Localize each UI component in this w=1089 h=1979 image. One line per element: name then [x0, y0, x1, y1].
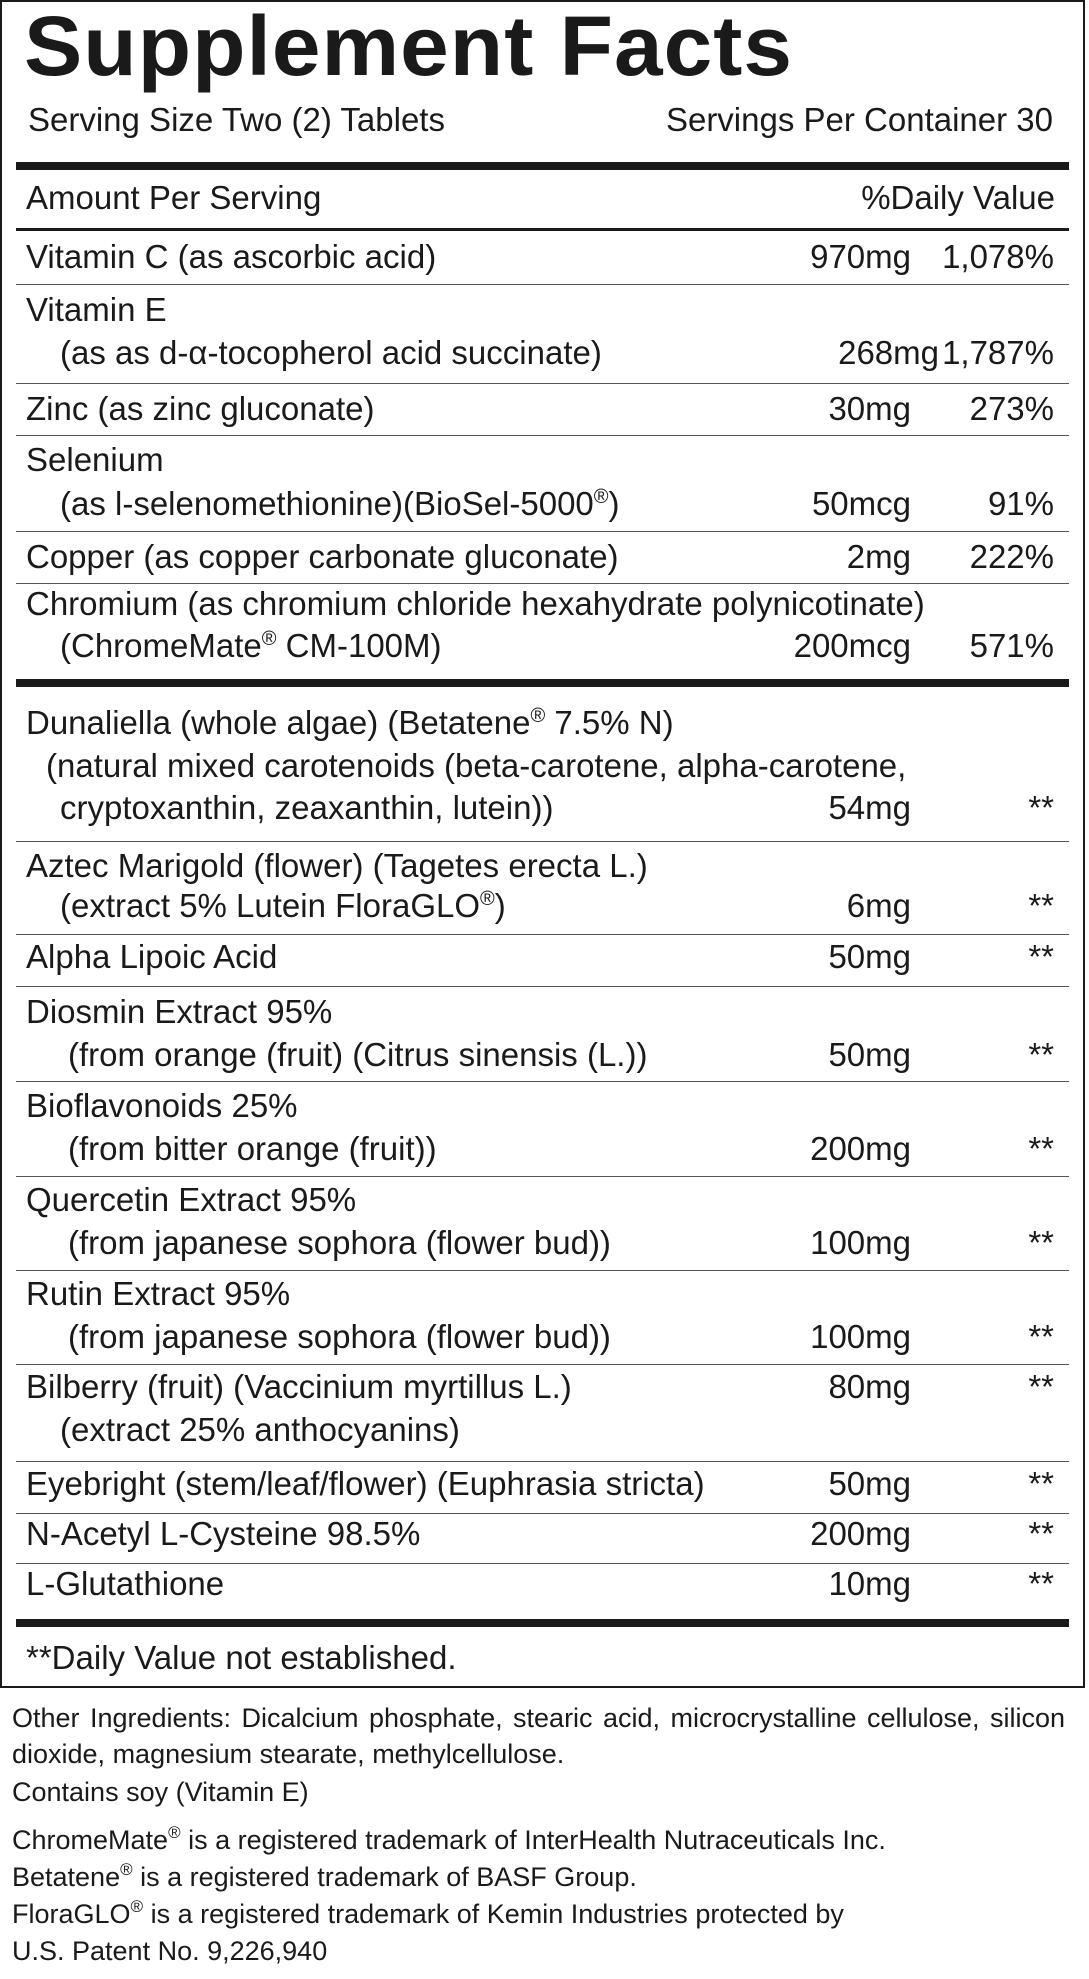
ingredient-row-aztec-marigold	[16, 842, 1069, 935]
nutrient-name: Chromium (as chromium chloride hexahydrate polynicotinate)	[26, 585, 925, 622]
ingredient-row-bilberry	[16, 1365, 1069, 1462]
ingredient-dv: **	[1028, 887, 1054, 924]
ingredient-detail: (from orange (fruit) (Citrus sinensis (L.))	[68, 1036, 648, 1073]
nutrient-amount: 30mg	[828, 390, 911, 427]
ingredient-dv: **	[1028, 1224, 1054, 1261]
ingredient-dv: **	[1028, 1515, 1054, 1552]
nutrient-dv: 91%	[987, 485, 1054, 522]
ingredient-name: Quercetin Extract 95%	[26, 1181, 357, 1218]
nutrient-row-selenium	[16, 436, 1069, 532]
ingredient-dv: **	[1028, 938, 1054, 975]
ingredient-row-alpha-lipoic-acid	[16, 935, 1069, 987]
nutrient-row-zinc	[16, 384, 1069, 436]
trademark-floraglo: FloraGLO® is a registered trademark of Kemin Industries protected by	[12, 1897, 844, 1929]
nutrient-row-vitamin-e	[16, 285, 1069, 384]
ingredient-dv: **	[1028, 1318, 1054, 1355]
ingredient-row-dunaliella	[16, 692, 1069, 842]
nutrient-dv: 1,078%	[942, 238, 1054, 275]
ingredient-detail: (extract 5% Lutein FloraGLO®)	[60, 887, 506, 924]
ingredient-dv: **	[1028, 1130, 1054, 1167]
ingredient-amount: 54mg	[828, 789, 911, 826]
ingredient-amount: 6mg	[846, 887, 911, 924]
nutrient-name: Zinc (as zinc gluconate)	[26, 390, 375, 427]
ingredient-amount: 50mg	[828, 1036, 911, 1073]
servings-per-container: Servings Per Container 30	[665, 101, 1053, 138]
ingredient-name: Eyebright (stem/leaf/flower) (Euphrasia stricta)	[26, 1465, 705, 1502]
amount-per-serving-label: Amount Per Serving	[26, 179, 322, 216]
panel-title: Supplement Facts	[24, 0, 794, 93]
ingredient-name: Alpha Lipoic Acid	[26, 938, 278, 975]
nutrient-amount: 50mcg	[811, 485, 911, 522]
trademark-betatene: Betatene® is a registered trademark of BASF Group.	[12, 1860, 637, 1892]
ingredient-row-eyebright	[16, 1462, 1069, 1514]
nutrient-dv: 571%	[969, 627, 1054, 664]
nutrient-name: Vitamin C (as ascorbic acid)	[26, 238, 437, 275]
ingredient-name: Bilberry (fruit) (Vaccinium myrtillus L.)	[26, 1368, 572, 1405]
ingredient-amount: 10mg	[828, 1565, 911, 1602]
ingredient-detail: cryptoxanthin, zeaxanthin, lutein))	[60, 789, 554, 826]
daily-value-note: **Daily Value not established.	[26, 1639, 457, 1676]
serving-size: Serving Size Two (2) Tablets	[28, 101, 445, 138]
ingredient-name: N-Acetyl L-Cysteine 98.5%	[26, 1515, 421, 1552]
ingredient-amount: 200mg	[810, 1130, 911, 1167]
ingredient-row-n-acetyl-l-cysteine	[16, 1514, 1069, 1564]
ingredient-amount: 200mg	[810, 1515, 911, 1552]
thick-rule-top	[16, 162, 1069, 170]
nutrient-dv: 222%	[969, 538, 1054, 575]
ingredient-amount: 50mg	[828, 1465, 911, 1502]
nutrient-source: (as l-selenomethionine)(BioSel-5000®)	[60, 485, 620, 522]
ingredient-detail: (natural mixed carotenoids (beta-carotene, alpha-carotene,	[46, 747, 907, 784]
ingredient-detail: (extract 25% anthocyanins)	[60, 1411, 460, 1448]
nutrient-amount: 268mg	[838, 334, 939, 371]
ingredient-amount: 50mg	[828, 938, 911, 975]
ingredient-dv: **	[1028, 1565, 1054, 1602]
nutrient-amount: 970mg	[810, 238, 911, 275]
ingredient-amount: 100mg	[810, 1318, 911, 1355]
other-ingredients: Other Ingredients: Dicalcium phosphate, stearic acid, microcrystalline cellulose, silicon dioxide, magnesium stearate, methylcellulose.	[12, 1703, 1065, 1769]
ingredient-dv: **	[1028, 1368, 1054, 1405]
trademark-chromemate: ChromeMate® is a registered trademark of InterHealth Nutraceuticals Inc.	[12, 1823, 886, 1855]
ingredient-dv: **	[1028, 789, 1054, 826]
ingredient-dv: **	[1028, 1036, 1054, 1073]
patent-number: U.S. Patent No. 9,226,940	[12, 1936, 328, 1966]
allergen-statement: Contains soy (Vitamin E)	[12, 1777, 309, 1807]
daily-value-label: %Daily Value	[861, 179, 1055, 216]
ingredient-amount: 100mg	[810, 1224, 911, 1261]
nutrient-source: (as as d-α-tocopherol acid succinate)	[60, 334, 602, 371]
nutrient-dv: 273%	[969, 390, 1054, 427]
nutrient-amount: 200mcg	[793, 627, 911, 664]
ingredient-name: Rutin Extract 95%	[26, 1275, 291, 1312]
nutrient-name: Selenium	[26, 441, 164, 478]
ingredient-row-diosmin	[16, 987, 1069, 1082]
ingredient-detail: (from japanese sophora (flower bud))	[68, 1318, 611, 1355]
ingredient-detail: (from japanese sophora (flower bud))	[68, 1224, 611, 1261]
ingredient-name: Dunaliella (whole algae) (Betatene® 7.5% N)	[26, 704, 674, 741]
ingredient-row-quercetin	[16, 1177, 1069, 1271]
ingredient-name: L-Glutathione	[26, 1565, 225, 1602]
thick-rule-middle	[16, 679, 1069, 687]
nutrient-row-vitamin-c	[16, 231, 1069, 285]
ingredient-name: Aztec Marigold (flower) (Tagetes erecta L.)	[26, 847, 648, 884]
nutrient-source: (ChromeMate® CM-100M)	[60, 627, 442, 664]
ingredient-dv: **	[1028, 1465, 1054, 1502]
nutrient-name: Vitamin E	[26, 291, 167, 328]
ingredient-name: Bioflavonoids 25%	[26, 1087, 298, 1124]
ingredient-row-bioflavonoids	[16, 1082, 1069, 1177]
ingredient-name: Diosmin Extract 95%	[26, 993, 333, 1030]
ingredient-row-rutin	[16, 1271, 1069, 1365]
ingredient-row-l-glutathione	[16, 1564, 1069, 1616]
nutrient-row-copper	[16, 532, 1069, 584]
nutrient-amount: 2mg	[846, 538, 911, 575]
ingredient-amount: 80mg	[828, 1368, 911, 1405]
nutrient-dv: 1,787%	[942, 334, 1054, 371]
nutrient-name: Copper (as copper carbonate gluconate)	[26, 538, 619, 575]
nutrient-row-chromium	[16, 584, 1069, 676]
ingredient-detail: (from bitter orange (fruit))	[68, 1130, 437, 1167]
thick-rule-bottom	[16, 1619, 1069, 1627]
